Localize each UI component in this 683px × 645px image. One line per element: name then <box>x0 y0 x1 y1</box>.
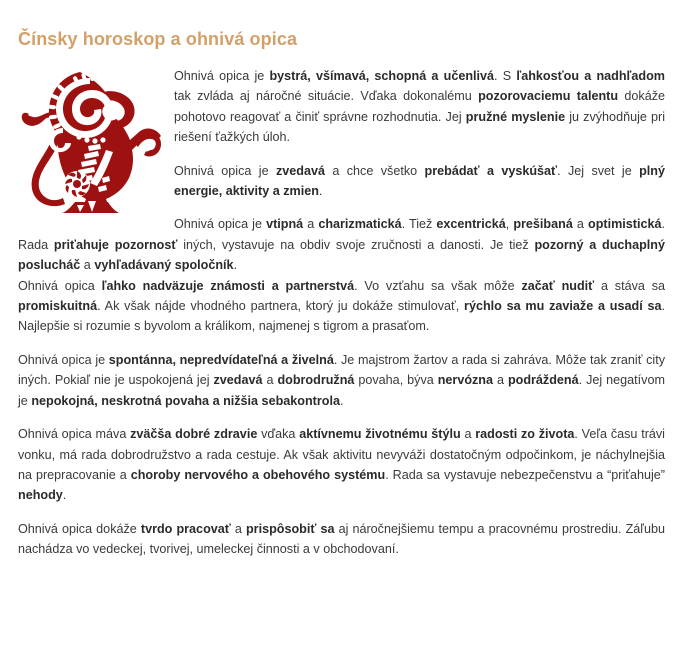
page-title: Čínsky horoskop a ohnivá opica <box>18 29 298 49</box>
paragraph-7-text: Ohnivá opica dokáže tvrdo pracovať a prispôsobiť sa aj náročnejšiemu tempu a pracovnému prostrediu. Záľubu nachádza vo vedeckej, tvorivej, umeleckej činnosti a v obchodovaní. <box>18 521 665 557</box>
paragraph-4 <box>18 276 665 337</box>
paragraph-5 <box>18 350 665 411</box>
paragraph-3 <box>18 214 665 275</box>
paragraph-6 <box>18 424 665 506</box>
paragraph-3-text: Ohnivá opica je vtipná a charizmatická. Tiež excentrická, prešibaná a optimistická. Rada priťahuje pozornosť iných, vystavuje na obdiv svoje zručnosti a danosti. Je tiež pozorný a duchaplný poslucháč a vyhľadávaný spoločník. <box>18 217 666 273</box>
paragraph-5-text: Ohnivá opica je spontánna, nepredvídateľná a živelná. Je majstrom žartov a rada si zahráva. Môže tak zraniť city iných. Pokiaľ nie je uspokojená jej zvedavá a dobrodružná povaha, býva nervózna a podráždená. Jej negatívom je nepokojná, neskrotná povaha a nižšia sebakontrola. <box>18 352 665 408</box>
monkey-silhouette <box>22 72 161 213</box>
paragraph-2-text: Ohnivá opica je zvedavá a chce všetko prebádať a vyskúšať. Jej svet je plný energie, aktivity a zmien. <box>174 163 665 199</box>
fire-monkey-papercut-icon <box>18 62 166 214</box>
paragraph-4-text: Ohnivá opica ľahko nadväzuje známosti a partnerstvá. Vo vzťahu sa však môže začať nudiť a stáva sa promiskuitná. Ak však nájde vhodného partnera, ktorý ju dokáže stimulovať, rýchlo sa mu zaviaže a usadí sa. Najlepšie si rozumie s byvolom a králikom, najmenej s tigrom a prasaťom. <box>18 278 666 334</box>
paragraph-6-text: Ohnivá opica máva zväčša dobré zdravie vďaka aktívnemu životnému štýlu a radosti zo života. Veľa času trávi vonku, má rada dobrodružstvo a rada cestuje. Ak však aktivitu nevyváži dostatočným odpočinkom, je náchylnejšia na prepracovanie a choroby nervového a obehového systému. Rada sa vystavuje nebezpečenstvu a “priťahuje” nehody. <box>18 427 665 503</box>
paragraph-1-text: Ohnivá opica je bystrá, všímavá, schopná a učenlivá. S ľahkosťou a nadhľadom tak zvláda aj náročné situácie. Vďaka dokonalému pozorovaciemu talentu dokáže pohotovo reagovať a činiť správne rozhodnutia. Jej pružné myslenie ju zvýhodňuje pri riešení ťažkých úloh. <box>174 69 666 145</box>
paragraph-7 <box>18 519 665 560</box>
